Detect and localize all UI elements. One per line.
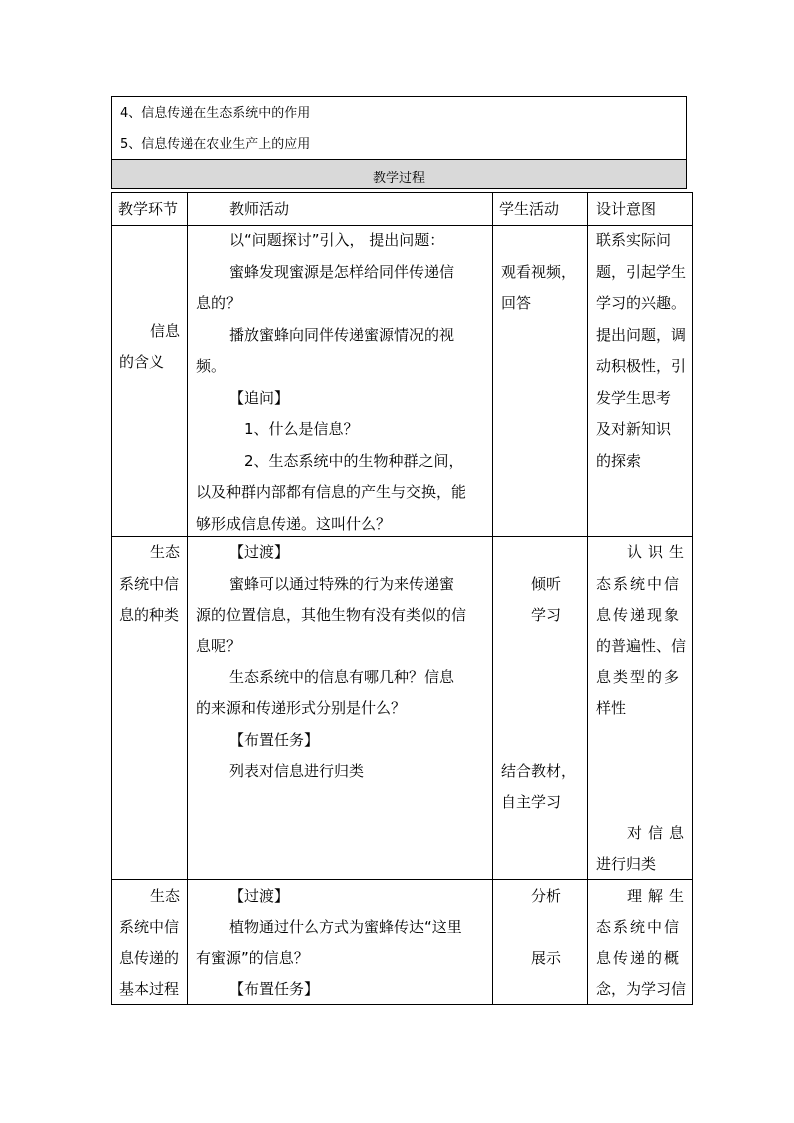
row1-student-line: 观看视频，: [501, 263, 577, 281]
row3-intent-line: 态系统中信: [596, 918, 682, 936]
row1-stage-line1: 信息: [150, 322, 181, 340]
row2-student-line: 倾听: [531, 575, 562, 593]
col-line-4: [692, 192, 693, 1005]
row1-teacher-line: 播放蜜蜂向同伴传递蜜源情况的视: [229, 326, 455, 344]
row2-teacher-line: 【布置任务】: [229, 731, 320, 749]
row2-stage-line1: 生态: [150, 543, 181, 561]
row1-teacher-line: 【追问】: [229, 389, 290, 407]
row1-teacher-line: 以及种群内部都有信息的产生与交换，能: [196, 483, 467, 501]
row1-intent-line: 学习的兴趣。: [596, 294, 687, 312]
row3-teacher-line: 【过渡】: [229, 887, 290, 905]
header-student: 学生活动: [499, 200, 560, 218]
row1-teacher-line: 2、生态系统中的生物种群之间，: [244, 452, 464, 470]
row2-stage-line2: 系统中信: [119, 575, 180, 593]
row1-intent-line: 动积极性，引: [596, 357, 687, 375]
row2-teacher-line: 列表对信息进行归类: [229, 762, 365, 780]
row3-teacher-line: 植物通过什么方式为蜜蜂传达“这里: [229, 918, 462, 936]
row2-intent-line: 对信息: [627, 824, 691, 842]
row1-intent-line: 发学生思考: [596, 389, 672, 407]
row2-intent-line: 的普遍性、信: [596, 637, 687, 655]
row3-teacher-line: 【布置任务】: [229, 980, 320, 998]
row3-student-line: 展示: [531, 949, 562, 967]
row1-intent-line: 题，引起学生: [596, 263, 687, 281]
row2-teacher-line: 的来源和传递形式分别是什么？: [196, 699, 407, 717]
header-teacher: 教师活动: [229, 200, 290, 218]
row2-teacher-line: 生态系统中的信息有哪几种？信息: [229, 668, 455, 686]
row3-teacher-line: 有蜜源”的信息？: [196, 949, 309, 967]
row1-intent-line: 联系实际问: [596, 231, 672, 249]
row2-student-line: 学习: [531, 606, 562, 624]
row1-teacher-line: 以“问题探讨”引入， 提出问题：: [229, 231, 445, 249]
row2-teacher-line: 蜜蜂可以通过特殊的行为来传递蜜: [229, 575, 455, 593]
row2-student-line: 结合教材，: [501, 762, 577, 780]
row3-intent-line: 念，为学习信: [596, 980, 687, 998]
section-title: 教学过程: [372, 171, 425, 186]
row3-intent-line: 息传递的概: [596, 949, 682, 967]
col-line-2: [492, 192, 493, 1005]
row2-teacher-line: 息呢？: [196, 637, 242, 655]
intro-line-5: 5、信息传递在农业生产上的应用: [120, 137, 311, 152]
row3-stage-line3: 息传递的: [119, 949, 180, 967]
header-intent: 设计意图: [596, 200, 657, 218]
row1-teacher-line: 频。: [196, 357, 227, 375]
row1-teacher-line: 够形成信息传递。这叫什么？: [196, 515, 392, 533]
row1-teacher-line: 蜜蜂发现蜜源是怎样给同伴传递信: [229, 263, 455, 281]
row3-student-line: 分析: [531, 887, 562, 905]
row1-student-line: 回答: [501, 294, 532, 312]
col-line-0: [111, 192, 112, 1005]
table-top-line: [111, 192, 693, 193]
row2-intent-line: 息传递现象: [596, 606, 682, 624]
row2-teacher-line: 【过渡】: [229, 543, 290, 561]
row2-intent-line: 息类型的多: [596, 668, 682, 686]
row3-stage-line4: 基本过程: [119, 980, 180, 998]
row2-teacher-line: 源的位置信息，其他生物有没有类似的信: [196, 606, 467, 624]
row1-teacher-line: 1、什么是信息？: [244, 420, 359, 438]
intro-line-4: 4、信息传递在生态系统中的作用: [120, 106, 311, 121]
col-line-3: [587, 192, 588, 1005]
row2-stage-line3: 息的种类: [119, 606, 180, 624]
row2-intent-line: 进行归类: [596, 855, 657, 873]
row1-intent-line: 及对新知识: [596, 420, 672, 438]
row3-stage-line2: 系统中信: [119, 918, 180, 936]
col-line-1: [187, 192, 188, 1005]
section-band: [112, 159, 686, 188]
intro-box: [111, 96, 687, 189]
row2-student-line: 自主学习: [501, 793, 562, 811]
row1-teacher-line: 息的？: [196, 294, 242, 312]
row3-intent-line: 理解生: [627, 887, 691, 905]
row2-intent-line: 认识生: [627, 543, 691, 561]
row2-intent-line: 样性: [596, 699, 627, 717]
header-stage: 教学环节: [118, 200, 179, 218]
row1-stage-line2: 的含义: [119, 353, 165, 371]
row2-intent-line: 态系统中信: [596, 575, 682, 593]
row1-intent-line: 的探索: [596, 452, 642, 470]
row1-intent-line: 提出问题，调: [596, 326, 687, 344]
row3-stage-line1: 生态: [150, 887, 181, 905]
